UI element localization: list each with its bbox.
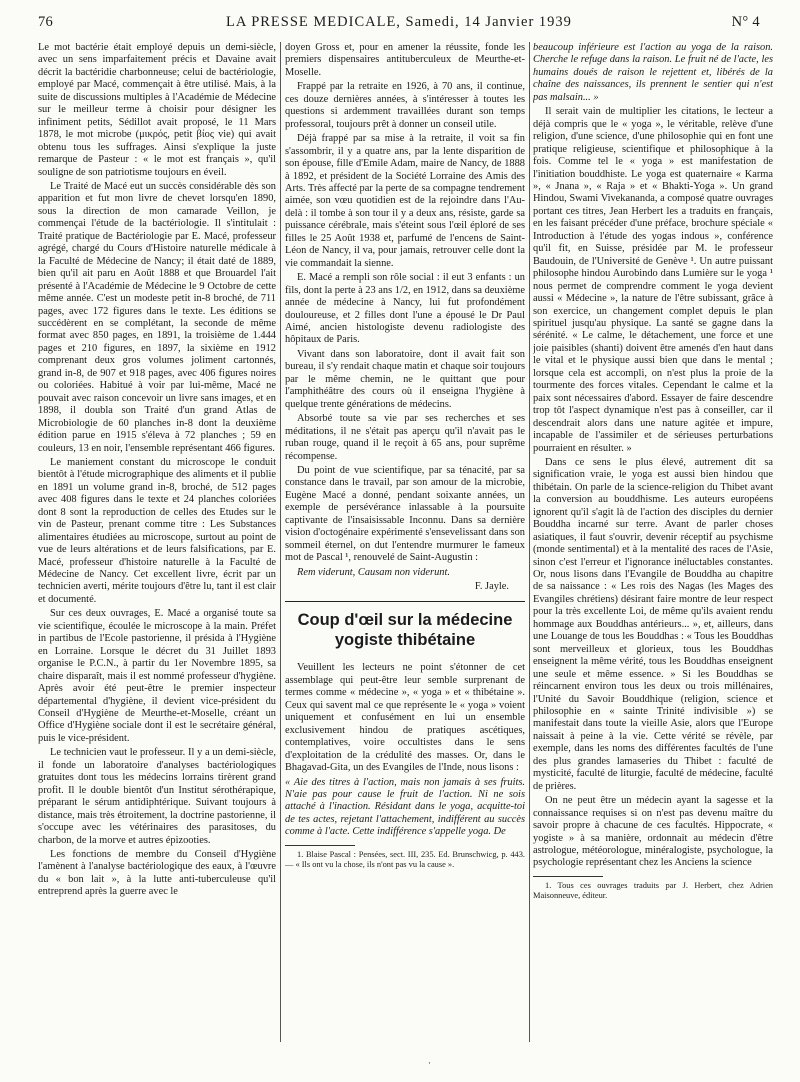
article-title: Coup d'œil sur la médecine yogiste thibétaine (297, 611, 513, 650)
article-divider (285, 601, 525, 602)
paragraph: Veuillent les lecteurs ne point s'étonner de cet assemblage qui peut-être leur semble surprenant de termes comme « médecine », « yoga » et « thibétaine ». Ceux qui savent mal ce que représente le « yoga » voient uniquement et confusément en lui un ensemble exclusivement hindou de pratiques ascétiques, contemplatives, voire occultistes dans le sens d'exploitation de la crédulité des masses. Or, dans le Bhagavad-Gita, un des Evangiles de l'Inde, nous lisons : (285, 662, 525, 774)
latin-quote: Rem viderunt, Causam non viderunt. (297, 566, 450, 578)
paragraph: Il serait vain de multiplier les citations, le lecteur a déjà compris que le « yoga », le véritable, relève d'une religion, d'une science, d'une philosophie qui en font une pratique religieuse, scientifique et philosophique à la fois. Comme tel le « yoga » est manifestation de l'initiation bouddhiste. Le yoga est quaternaire « Karma », « Jnana », « Raja » et « Bhakti-Yoga ». Un grand Hindou, Swami Vivekananda, a composé quatre ouvrages portant ces titres, Jean Herbert les a traduits en français, en les faisant précéder d'une préface, brochure spéciale « Introduction à l'étude des yogas indous », conférence qu'il fit, en Suisse, présidée par M. le professeur Baudouin, de l'Université de Genève ¹. Un autre puissant philosophe hindou Aurobindo dans Lumière sur le yoga ¹ nous permet de comprendre comment le yoga devient aussi « Médecine », la nature de l'être subissant, grâce à son exercice, un changement complet depuis le plan spirituel jusqu'au physique. La santé se gagne dans la sérénité. « Le calme, le détachement, une force et une joie paisibles (shanti) doivent être amenés d'en haut dans le vital et le physique aussi bien que dans le mental ; lorsque cela est accompli, on n'est plus la proie de la tourmente des forces vitales. Cependant le calme et la paix sont nécessaires d'abord. Essayer de faire descendre trop tôt l'aspect dynamique n'est pas à conseiller, car il descendrait alors dans une nature agitée et impure, incapable de l'assimiler et de sérieuses perturbations pourraient en résulter. » (533, 106, 773, 454)
author-signature: F. Jayle. (474, 581, 509, 593)
quote-paragraph: « Aie des titres à l'action, mais non jamais à ses fruits. N'aie pas pour cause le fruit de l'action. Ni ne sois attaché à l'inaction. Résidant dans le yoga, acquitte-toi de tes actes, rejetant l'attachement, indifférent au succès comme à l'acte. Cette indifférence s'appelle yoga. De (285, 776, 525, 838)
column-2 (285, 42, 525, 1042)
paragraph: Absorbé toute sa vie par ses recherches et ses méditations, il ne s'était pas aperçu qu'il n'avait pas le ruban rouge, quand il le reçoit à 65 ans, pour suprême récompense. (285, 413, 525, 462)
paragraph: On ne peut être un médecin ayant la sagesse et la connaissance requises si on n'est pas devenu maître du savoir propre à chacune de ces facultés. Hippocrate, « yogiste » à sa manière, ordonnait au médecin d'être astrologue, météorologue, minéralogiste, psychologue, la psychologie représentant chez les Anciens la science (533, 795, 773, 869)
footnote: 1. Blaise Pascal : Pensées, sect. III, 235. Ed. Brunschwicg, p. 443. — « Ils ont vu la chose, ils n'ont pas vu la cause ». (285, 849, 525, 869)
column-3 (533, 42, 773, 1042)
page-number: 76 (38, 14, 54, 30)
journal-title: LA PRESSE MEDICALE, Samedi, 14 Janvier 1939 (226, 14, 572, 30)
footnote-rule (285, 845, 355, 846)
paragraph: Du point de vue scientifique, par sa ténacité, par sa constance dans le travail, par son amour de la microbie, Eugène Macé a donné, pendant soixante années, un exemple de persévérance inlassable à la poursuite captivante de l'insaisissable Inconnu. Dans sa dernière vision d'octogénaire expérimenté s'ensevelissant dans son sommeil éternel, on dut l'entendre murmurer le fameux mot de Pascal ¹, renouvelé de Saint-Augustin : (285, 464, 525, 564)
paragraph: Frappé par la retraite en 1926, à 70 ans, il continue, ces douze dernières années, à s'intéresser à toutes les questions si ardemment travaillées durant son temps professoral, toujours prêt à donner un conseil utile. (285, 81, 525, 130)
column-1 (38, 42, 276, 1042)
paragraph: Vivant dans son laboratoire, dont il avait fait son bureau, il s'y rendait chaque matin et chaque soir toujours par le même chemin, ne le quittant que pour l'amphithéâtre des cours où il enseigna l'hygiène à quelque trente générations de médecins. (285, 348, 525, 410)
page-header (38, 14, 760, 36)
column-rule (529, 42, 530, 1042)
paragraph: Sur ces deux ouvrages, E. Macé a organisé toute sa vie scientifique, écoulée le microscope à la main. Préfet in partibus de l'Ecole pastorienne, il présida à l'Hygiène en Lorraine. Lorsque le décret du 31 Juillet 1893 organise le P.C.N., à partir du 1er Novembre 1895, sa chaire disparaît, mais il est nommé professeur d'hygiène. Après avoir été peut-être le premier inspecteur départemental d'hygiène, il devient vice-président du Conseil d'Hygiène de Meurthe-et-Moselle, créant un Office d'Hygiène sociale dont il est le secrétaire général, puis le vice-président. (38, 608, 276, 744)
bottom-mark: · (428, 1058, 431, 1068)
paragraph: Le Traité de Macé eut un succès considérable dès son apparition et fut mon livre de chevet lorsqu'en 1890, sous la direction de mon camarade Veillon, je commençai l'étude de la bactériologie. Il s'intitulait : Traité pratique de Bactériologie par E. Macé, professeur agrégé, chargé du Cours d'Histoire naturelle médicale à la Faculté de Médecine de Nancy; il était daté de 1889, bien qu'il ait paru en Août 1888 et que Brouardel l'ait présenté à l'Académie de Médecine le 9 Octobre de cette même année. C'est un modeste petit in-8 broché, de 711 pages, avec 172 figures dans le texte. Les éditions se succédèrent en se complétant, la seconde de même format avec 850 pages, en 1891, la troisième de 1.444 pages et 210 figures, en 1897, la sixième en 1912 comprenant deux gros volumes joliment cartonnés, grand in-8, de 907 et 918 pages, avec 406 figures noires ou coloriées. Habitué à voir par lui-même, Macé ne pouvait avec raison concevoir un livre sans images, et en 1898, il doubla son Traité d'un grand Atlas de Microbiologie de 60 planches in-8 dont la deuxième édition parue en 1915 s'éleva à 72 planches ; 59 en couleurs, 13 en noir, l'ensemble représentant 466 figures. (38, 180, 276, 454)
paragraph: doyen Gross et, pour en amener la réussite, fonde les premiers dispensaires antituberculeux de Meurthe-et-Moselle. (285, 42, 525, 78)
paragraph: Dans ce sens le plus élevé, autrement dit sa signification vraie, le yoga est aussi bien hindou que thibétain. On parle de la science-religion du Thibet avant la conversion au bouddhisme. Les auteurs européens ignorent qu'il s'agit là de l'action des disciples du dernier Bouddha incarné sur terre. Avant de parler choses asiatiques, il faut s'ouvrir, devenir réceptif au psychisme (monde sentimental) et à la mentalité des races de l'Asie, sinon c'est l'erreur et l'ignorance inéluctables constantes. Or, nous lisons dans l'Evangile de Bouddha au chapitre de sa naissance : « Les rois des Nagas (les Mages des Evangiles chrétiens) désirant faire montre de leur respect pour la très excellente Loi, de même qu'ils avaient rendu hommage aux Bouddhas antérieurs... », et, ailleurs, dans une Louange de tous les Bouddhas : « Tous les Bouddhas sont merveilleux et glorieux, tous les Bouddhas enseignent la même vérité, tous les Bouddhas enseignent une seule et même essence. » Si les Bouddhas se réincarnent environ tous les deux ou trois millénaires, l'Unité du Savoir Bouddhique (religion, science et philosophie en « sainte Trinité indivisible ») se manifestait dans toute la vieille Asie, alors que l'Europe naissait à peine à la vie. Cette vérité se révèle, par exemple, dans les noms des différentes facultés de l'une des plus grandes lamaseries du Thibet : faculté de mysticité, faculté de liturgie, faculté de médecine, faculté de prières. (533, 456, 773, 792)
paragraph: E. Macé a rempli son rôle social : il eut 3 enfants : un fils, dont la perte à 23 ans 1/2, en 1912, dans sa deuxième année de médecine à Nancy, lui fut profondément douloureuse, et 2 filles dont l'une a épousé le Dr Paul Aimé, ancien histologiste devenu radiologiste des hôpitaux de Paris. (285, 272, 525, 346)
footnote: 1. Tous ces ouvrages traduits par J. Herbert, chez Adrien Maisonneuve, éditeur. (533, 880, 773, 900)
footnote-rule (533, 876, 603, 877)
paragraph: Le maniement constant du microscope le conduit bientôt à l'étude micrographique des aliments et il publie en 1891 un volume grand in-8, broché, de 512 pages avec 408 figures dans le texte et 24 planches coloriées dont 8 sont la reproduction de celles des Etudes sur le vin de Pasteur, prenant comme titre : Les Substances alimentaires étudiées au microscope, surtout au point de vue de leurs altérations et de leurs falsifications, par E. Macé, professeur d'histoire naturelle à la Faculté de Médecine de Nancy. Cet excellent livre, écrit par un technicien averti, mérite toujours d'être lu, tant il est clair et documenté. (38, 456, 276, 605)
issue-number: N° 4 (731, 14, 760, 30)
paragraph: Le technicien vaut le professeur. Il y a un demi-siècle, il fonde un laboratoire d'analyses bactériologiques gratuites dont tous les médecins lorrains tirèrent grand profit. Il le double bientôt d'un Institut sérothérapique, préparant le sérum antidiphtérique. Suivant toujours à distance, mais très étroitement, la doctrine pastorienne, il s'occupe avec les vétérinaires des parasitoses, du charbon, de la morve et autres épizooties. (38, 747, 276, 846)
paragraph: Déjà frappé par sa mise à la retraite, il voit sa fin s'assombrir, il y a quatre ans, par la lente disparition de son épouse, fille d'Emile Adam, maire de Nancy, de 1888 à 1892, et président de la Société Lorraine des Amis des Arts. Très affecté par la perte de sa compagne tendrement aimée, son vœu quotidien est de la rejoindre dans l'Au-delà : il tombe à son tour il y a deux ans, résiste, garde sa puissance cérébrale, mais s'éteint sous l'œil éploré de ses filles le 25 Août 1938 et, parfumé de l'encens de Saint-Léon de Nancy, il va, pour jamais, retrouver celle dont la vie commandait la sienne. (285, 133, 525, 269)
paragraph: Les fonctions de membre du Conseil d'Hygiène l'amènent à l'analyse bactériologique des eaux, à l'œuvre du « bon lait », à la lutte anti-tuberculeuse qu'il entreprend après la guerre avec le (38, 849, 276, 898)
quote-paragraph: beaucoup inférieure est l'action au yoga de la raison. Cherche le refuge dans la raison. Le fruit né de l'acte, les humains doués de raison le rejettent et, libérés de la chaîne des naissances, ils prennent le sentier qui n'est pas malsain... » (533, 42, 773, 103)
paragraph: Le mot bactérie était employé depuis un demi-siècle, avec un sens imparfaitement précis et Davaine avait décrit la bactéridie charbonneuse; celui de bactériologie, employé par Macé, commençait à être utilisé. Mais, à la suite de discussions multiples à l'Académie de Médecine sur le meilleur terme à choisir pour désigner les infiniment petits, Sédillot avait proposé, le 11 Mars 1878, le mot microbe (μικρός, petit βίος vie) qui avait obtenu tous les suffrages. Ainsi s'explique la juste remarque de Pasteur : « le mot est français », qu'il souligne de son patriotisme toujours en éveil. (38, 42, 276, 178)
column-rule (280, 42, 281, 1042)
